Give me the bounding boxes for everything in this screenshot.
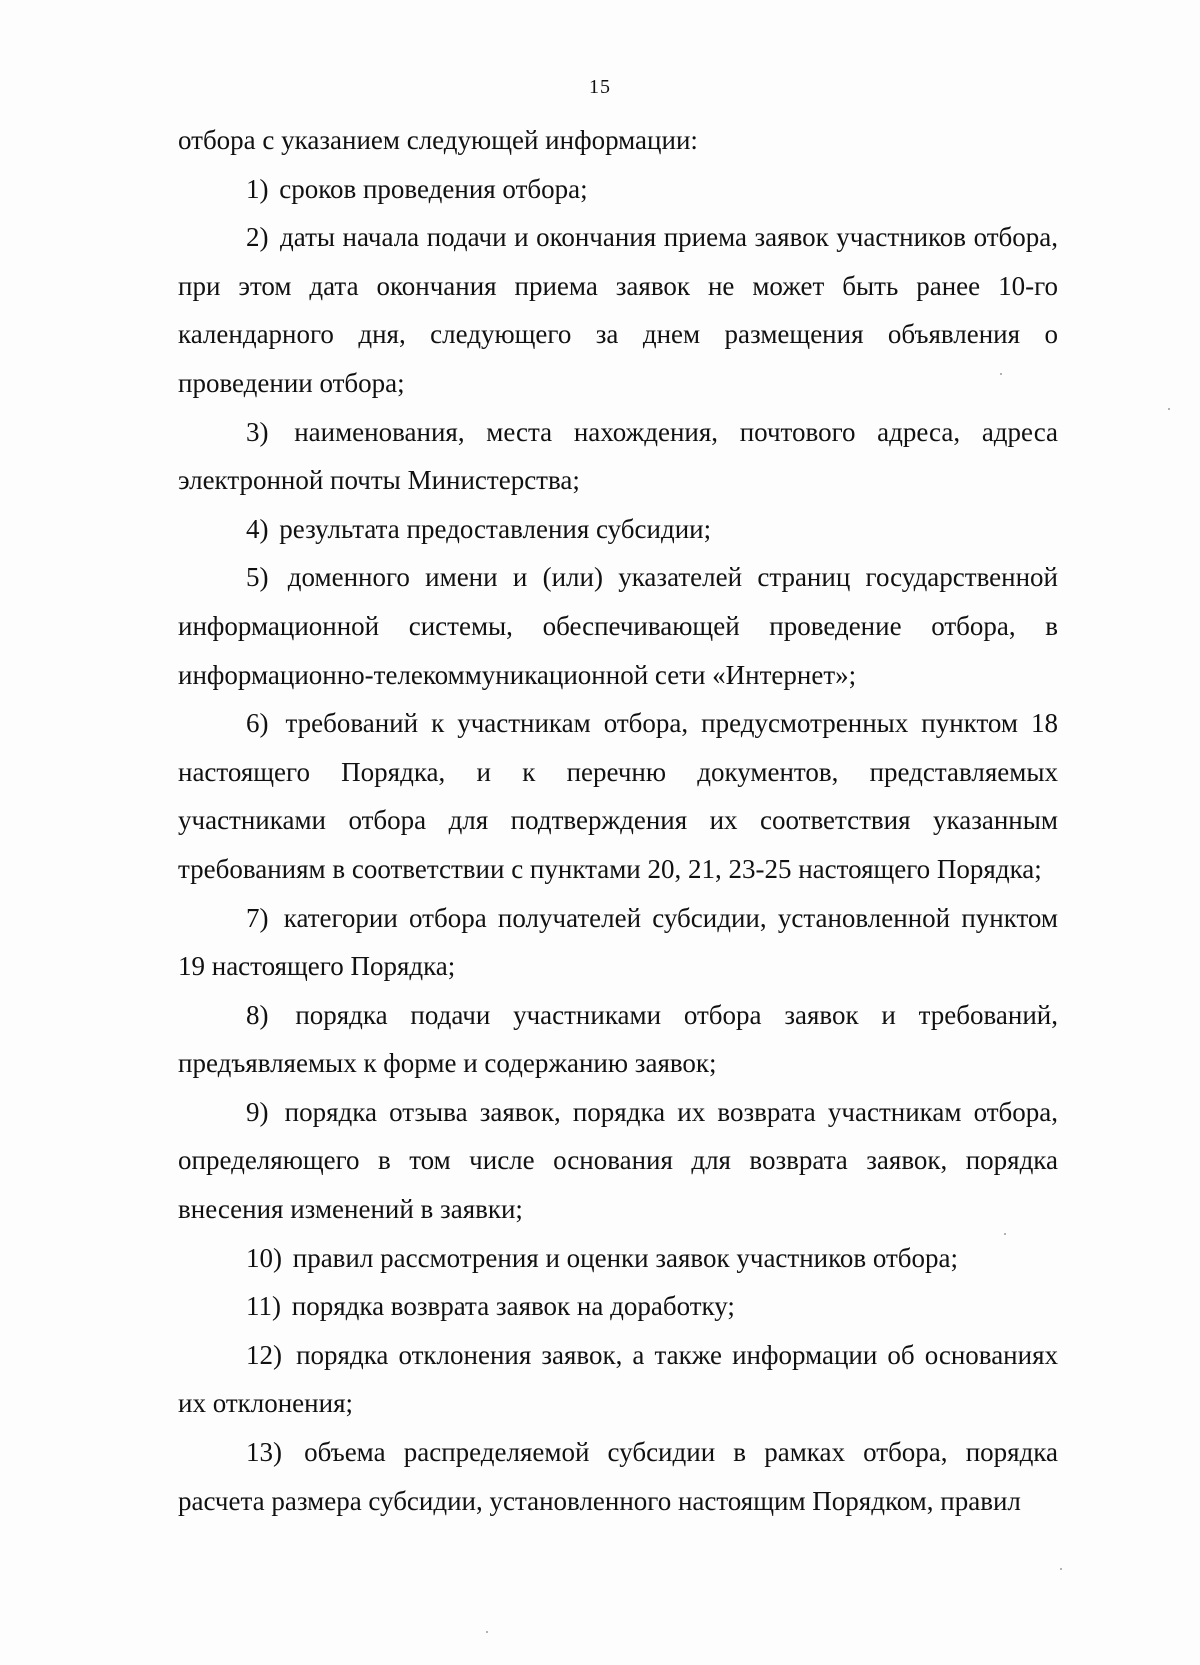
list-item-text: доменного имени и (или) указателей страниц государственной информационной системы, обеспечивающей проведение отбора, в информационно-телекоммуникационной сети «Интернет»; [178, 562, 1058, 690]
list-item-number: 3) [246, 416, 269, 447]
list-item-text: правил рассмотрения и оценки заявок участников отбора; [292, 1242, 959, 1273]
list-item [178, 213, 1058, 407]
list-item-number: 10) [246, 1242, 282, 1273]
page-number: 15 [589, 76, 611, 98]
scan-speck [1060, 1568, 1062, 1570]
list-item [178, 1282, 1058, 1331]
list-item [178, 894, 1058, 991]
list-item-text: даты начала подачи и окончания приема заявок участников отбора, при этом дата окончания приема заявок не может быть ранее 10-го календарного дня, следующего за днем размещения объявления о проведении отбора; [178, 222, 1059, 398]
scan-speck [1000, 373, 1002, 375]
scan-speck [486, 1631, 488, 1633]
list-item [178, 1331, 1058, 1428]
list-item-text: сроков проведения отбора; [279, 173, 588, 204]
list-item [178, 1088, 1058, 1234]
list-item [178, 1234, 1058, 1283]
list-item [178, 505, 1058, 554]
list-item [178, 991, 1058, 1088]
list-item-text: объема распределяемой субсидии в рамках отбора, порядка расчета размера субсидии, установленного настоящим Порядком, правил [178, 1437, 1058, 1516]
list-item-number: 13) [246, 1437, 282, 1468]
list-item-number: 2) [246, 222, 269, 253]
list-item-number: 1) [246, 173, 269, 204]
list-item-text: порядка подачи участниками отбора заявок и требований, предъявляемых к форме и содержанию заявок; [178, 999, 1058, 1079]
list-item-number: 11) [246, 1291, 281, 1322]
list-item-number: 8) [246, 999, 269, 1030]
paragraph-text: отбора с указанием следующей информации: [178, 125, 698, 155]
list-item-text: результата предоставления субсидии; [279, 513, 712, 544]
list-item-text: порядка отзыва заявок, порядка их возврата участникам отбора, определяющего в том числе основания для возврата заявок, порядка внесения изменений в заявки; [178, 1096, 1058, 1225]
list-item-number: 4) [246, 513, 269, 544]
list-item-text: категории отбора получателей субсидии, установленной пунктом 19 настоящего Порядка; [178, 902, 1058, 982]
list-item [178, 699, 1058, 893]
list-item-number: 12) [246, 1339, 282, 1370]
list-item-text: порядка возврата заявок на доработку; [291, 1291, 735, 1322]
paragraph [178, 116, 1058, 165]
list-item-number: 7) [246, 902, 269, 933]
list-item [178, 553, 1058, 699]
scan-speck [1004, 1233, 1006, 1235]
list-item-number: 6) [246, 708, 269, 739]
list-item-number: 5) [246, 562, 269, 593]
list-item-text: требований к участникам отбора, предусмотренных пунктом 18 настоящего Порядка, и к перечню документов, представляемых участниками отбора для подтверждения их соответствия указанным требованиям в соответствии с пунктами 20, 21, 23-25 настоящего Порядка; [178, 708, 1058, 884]
list-item [178, 408, 1058, 505]
list-item-text: порядка отклонения заявок, а также информации об основаниях их отклонения; [178, 1339, 1059, 1419]
scan-speck [1168, 408, 1170, 410]
document-body [178, 116, 1058, 1525]
list-item-number: 9) [246, 1096, 269, 1127]
list-item-text: наименования, места нахождения, почтового адреса, адреса электронной почты Министерства; [178, 416, 1058, 496]
list-item [178, 1428, 1058, 1525]
list-item [178, 165, 1058, 214]
